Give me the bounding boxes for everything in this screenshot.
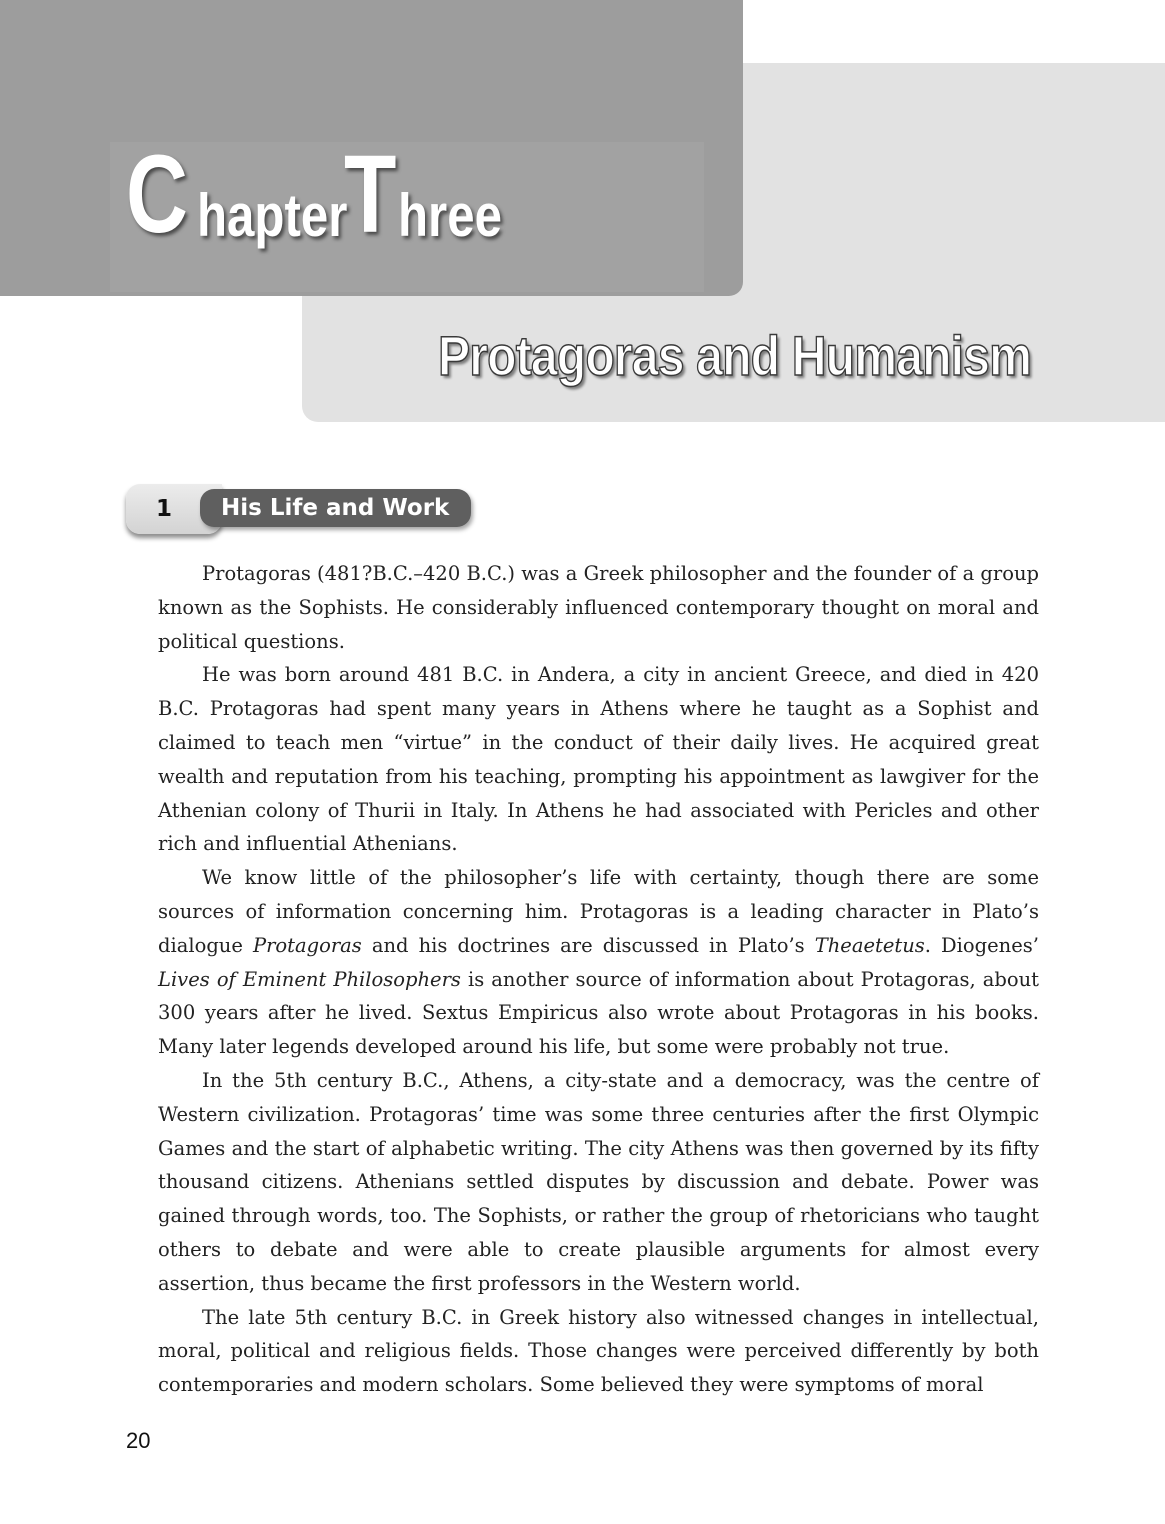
paragraph-3-text: and his doctrines are discussed in Plato’s <box>361 933 815 957</box>
section-title: His Life and Work <box>200 489 471 527</box>
paragraph-2: He was born around 481 B.C. in Andera, a city in ancient Greece, and died in 420 B.C. Protagoras had spent many years in Athens where he taught as a Sophist and claimed to teach men “virtue” in the conduct of their daily lives. He acquired great wealth and reputation from his teaching, prompting his appointment as lawgiver for the Athenian colony of Thurii in Italy. In Athens he had associated with Pericles and other rich and influential Athenians. <box>158 663 1039 856</box>
paragraph-3 <box>158 861 1039 1064</box>
chapter-title-word-hapter: hapter <box>197 182 348 249</box>
chapter-subtitle: Protagoras and Humanism <box>438 324 1032 387</box>
chapter-title-initial-t: T <box>344 133 395 256</box>
paragraph-4: In the 5th century B.C., Athens, a city-state and a democracy, was the centre of Western civilization. Protagoras’ time was some three centuries after the first Olympic Games and the start of alphabetic writing. The city Athens was then governed by its fifty thousand citizens. Athenians settled disputes by discussion and debate. Power was gained through words, too. The Sophists, or rather the group of rhetoricians who taught others to debate and were able to create plausible arguments for almost every assertion, thus became the first professors in the Western world. <box>158 1068 1039 1295</box>
title-theaetetus: Theaetetus <box>814 933 925 957</box>
title-protagoras: Protagoras <box>252 933 362 957</box>
paragraph-3-text: . Diogenes’ <box>924 933 1039 957</box>
paragraph-3-text: We know little of the philosopher’s life with certainty, though there are some sources of information concerning him. Protagoras is a leading character in Plato’s dialogue <box>158 866 1039 957</box>
body-text <box>158 557 1039 1402</box>
title-lives-of-eminent-philosophers: Lives of Eminent Philosophers <box>158 967 461 991</box>
page-number: 20 <box>126 1428 151 1453</box>
paragraph-3-text: is another source of information about Protagoras, about 300 years after he lived. Sextus Empiricus also wrote about Protagoras in his books. Many later legends developed around his life, but some were probably not true. <box>158 967 1039 1059</box>
chapter-title-initial-c: C <box>126 133 187 256</box>
paragraph-5: The late 5th century B.C. in Greek history also witnessed changes in intellectual, moral, political and religious fields. Those changes were perceived differently by both contemporaries and modern scholars. Some believed they were symptoms of moral <box>158 1305 1039 1397</box>
section-number: 1 <box>155 496 172 522</box>
paragraph-1: Protagoras (481?B.C.–420 B.C.) was a Greek philosopher and the founder of a group known as the Sophists. He considerably influenced contemporary thought on moral and political questions. <box>158 562 1039 653</box>
chapter-title-word-hree: hree <box>398 182 502 249</box>
